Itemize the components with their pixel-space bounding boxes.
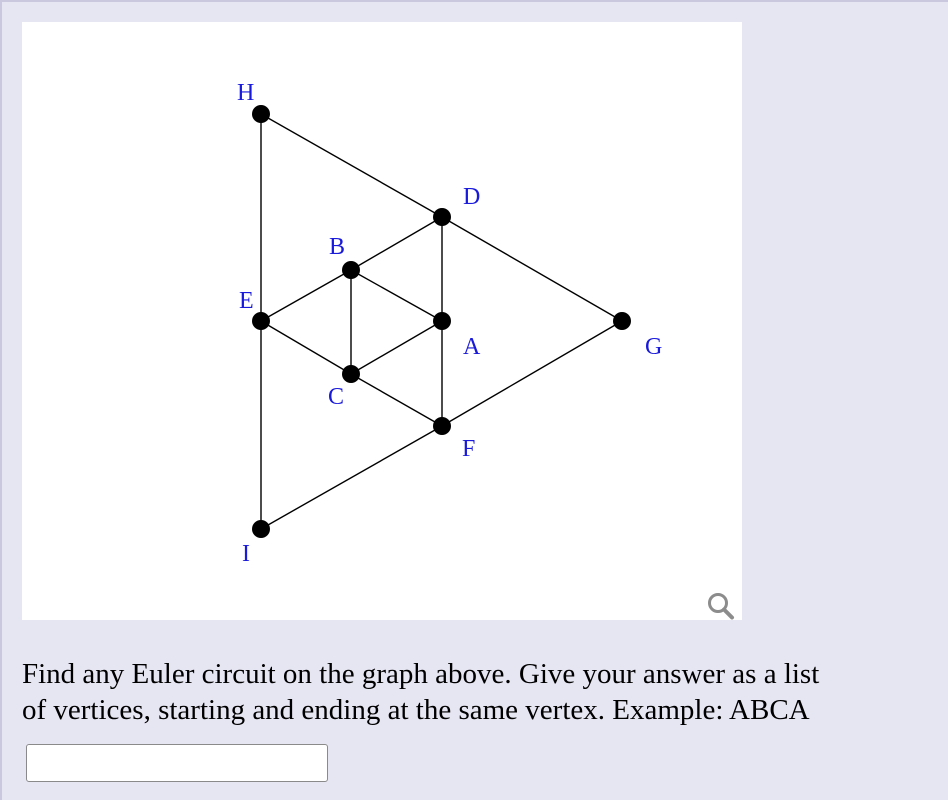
question-line-1: Find any Euler circuit on the graph above. Give your answer as a list bbox=[22, 658, 820, 690]
vertex-B bbox=[342, 261, 360, 279]
frame-top-border bbox=[0, 0, 948, 2]
vertex-H bbox=[252, 105, 270, 123]
graph-panel bbox=[22, 22, 742, 620]
answer-input[interactable] bbox=[26, 744, 328, 782]
vertex-label-G: G bbox=[645, 334, 663, 360]
vertex-layer bbox=[252, 105, 631, 538]
edge-D-G bbox=[442, 217, 622, 321]
edge-H-D bbox=[261, 114, 442, 217]
vertex-G bbox=[613, 312, 631, 330]
vertex-label-H: H bbox=[237, 80, 255, 106]
vertex-C bbox=[342, 365, 360, 383]
vertex-label-F: F bbox=[462, 436, 476, 462]
vertex-E bbox=[252, 312, 270, 330]
vertex-D bbox=[433, 208, 451, 226]
edge-E-B bbox=[261, 270, 351, 321]
vertex-label-D: D bbox=[463, 184, 481, 210]
edge-C-A bbox=[351, 321, 442, 374]
question-text bbox=[22, 656, 922, 728]
edge-B-D bbox=[351, 217, 442, 270]
vertex-label-I: I bbox=[242, 541, 250, 567]
edge-B-A bbox=[351, 270, 442, 321]
edge-F-C bbox=[351, 374, 442, 426]
vertex-F bbox=[433, 417, 451, 435]
question-line-2: of vertices, starting and ending at the same vertex. Example: ABCA bbox=[22, 694, 810, 726]
graph-figure bbox=[22, 22, 742, 620]
vertex-label-A: A bbox=[463, 334, 481, 360]
frame-left-border bbox=[0, 0, 2, 800]
vertex-label-C: C bbox=[328, 384, 345, 410]
edge-F-I bbox=[261, 426, 442, 529]
vertex-A bbox=[433, 312, 451, 330]
vertex-I bbox=[252, 520, 270, 538]
edge-C-E bbox=[261, 321, 351, 374]
vertex-label-E: E bbox=[239, 288, 254, 314]
vertex-label-B: B bbox=[329, 234, 346, 260]
magnifier-icon[interactable] bbox=[705, 591, 739, 621]
